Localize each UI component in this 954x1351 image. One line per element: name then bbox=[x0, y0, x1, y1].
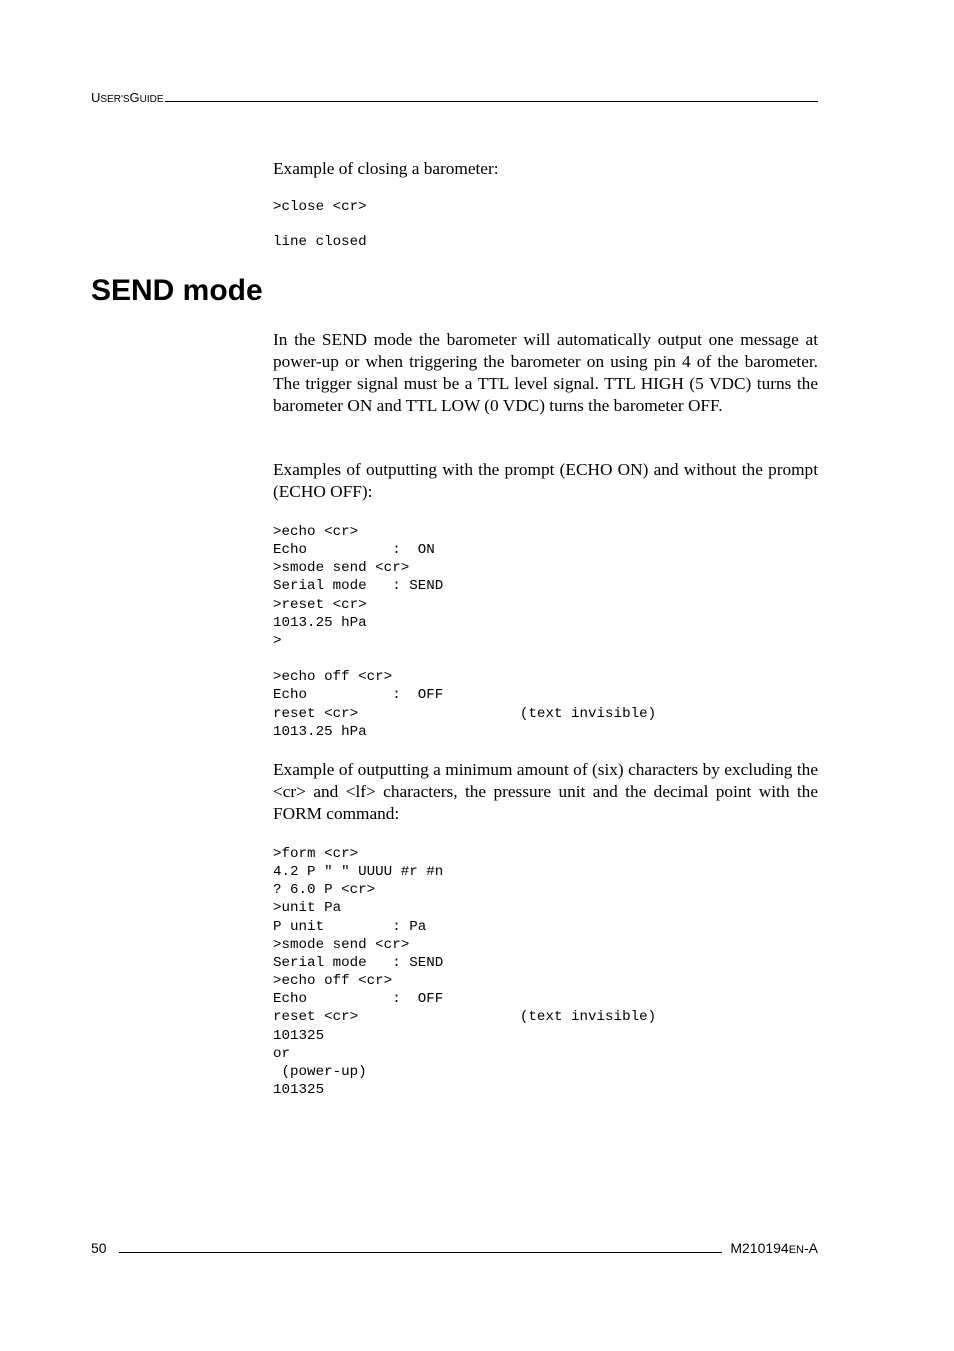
header-guide-ser: SER'S bbox=[100, 94, 130, 105]
echo-code-block bbox=[273, 523, 818, 741]
running-footer bbox=[91, 1240, 818, 1256]
header-guide-g: G bbox=[129, 90, 140, 105]
send-mode-description: In the SEND mode the barometer will automatically output one message at power-up or when triggering the barometer on using pin 4 of the barometer. The trigger signal must be a TTL level signal. TTL HIGH (5 VDC) turns the barometer ON and TTL LOW (0 VDC) turns the barometer OFF. bbox=[273, 330, 818, 415]
close-example-block bbox=[273, 158, 818, 251]
doc-code-main: M210194 bbox=[730, 1240, 789, 1256]
header-rule bbox=[165, 101, 818, 102]
page-number: 50 bbox=[91, 1240, 107, 1256]
send-mode-paragraph-3 bbox=[273, 759, 818, 825]
echo-code: >echo <cr> Echo : ON >smode send <cr> Serial mode : SEND >reset <cr> 1013.25 hPa > >echo off <cr> Echo : OFF reset <cr> (text invisible) 1013.25 hPa bbox=[273, 524, 657, 740]
send-mode-paragraph-1 bbox=[273, 329, 818, 417]
section-title: SEND mode bbox=[91, 274, 263, 307]
close-response: line closed bbox=[273, 234, 367, 251]
close-example-label: Example of closing a barometer: bbox=[273, 159, 499, 178]
send-mode-paragraph-2 bbox=[273, 459, 818, 503]
header-guide-uide: UIDE bbox=[139, 94, 164, 105]
close-command: >close <cr> bbox=[273, 199, 367, 215]
header-guide-u: U bbox=[91, 90, 101, 105]
form-code-block bbox=[273, 845, 818, 1099]
form-example-intro: Example of outputting a minimum amount of (six) characters by excluding the <cr> and <lf> characters, the pressure unit and the decimal point with the FORM command: bbox=[273, 760, 818, 823]
footer-rule bbox=[119, 1252, 723, 1253]
doc-code-small: EN bbox=[788, 1244, 804, 1256]
running-header bbox=[91, 90, 818, 105]
echo-examples-intro: Examples of outputting with the prompt (ECHO ON) and without the prompt (ECHO OFF): bbox=[273, 460, 818, 501]
doc-code-suffix: -A bbox=[804, 1240, 818, 1256]
form-code: >form <cr> 4.2 P " " UUUU #r #n ? 6.0 P <cr> >unit Pa P unit : Pa >smode send <cr> Serial mode : SEND >echo off <cr> Echo : OFF reset <cr> (text invisible) 101325 or (power-up) 101325 bbox=[273, 846, 657, 1099]
